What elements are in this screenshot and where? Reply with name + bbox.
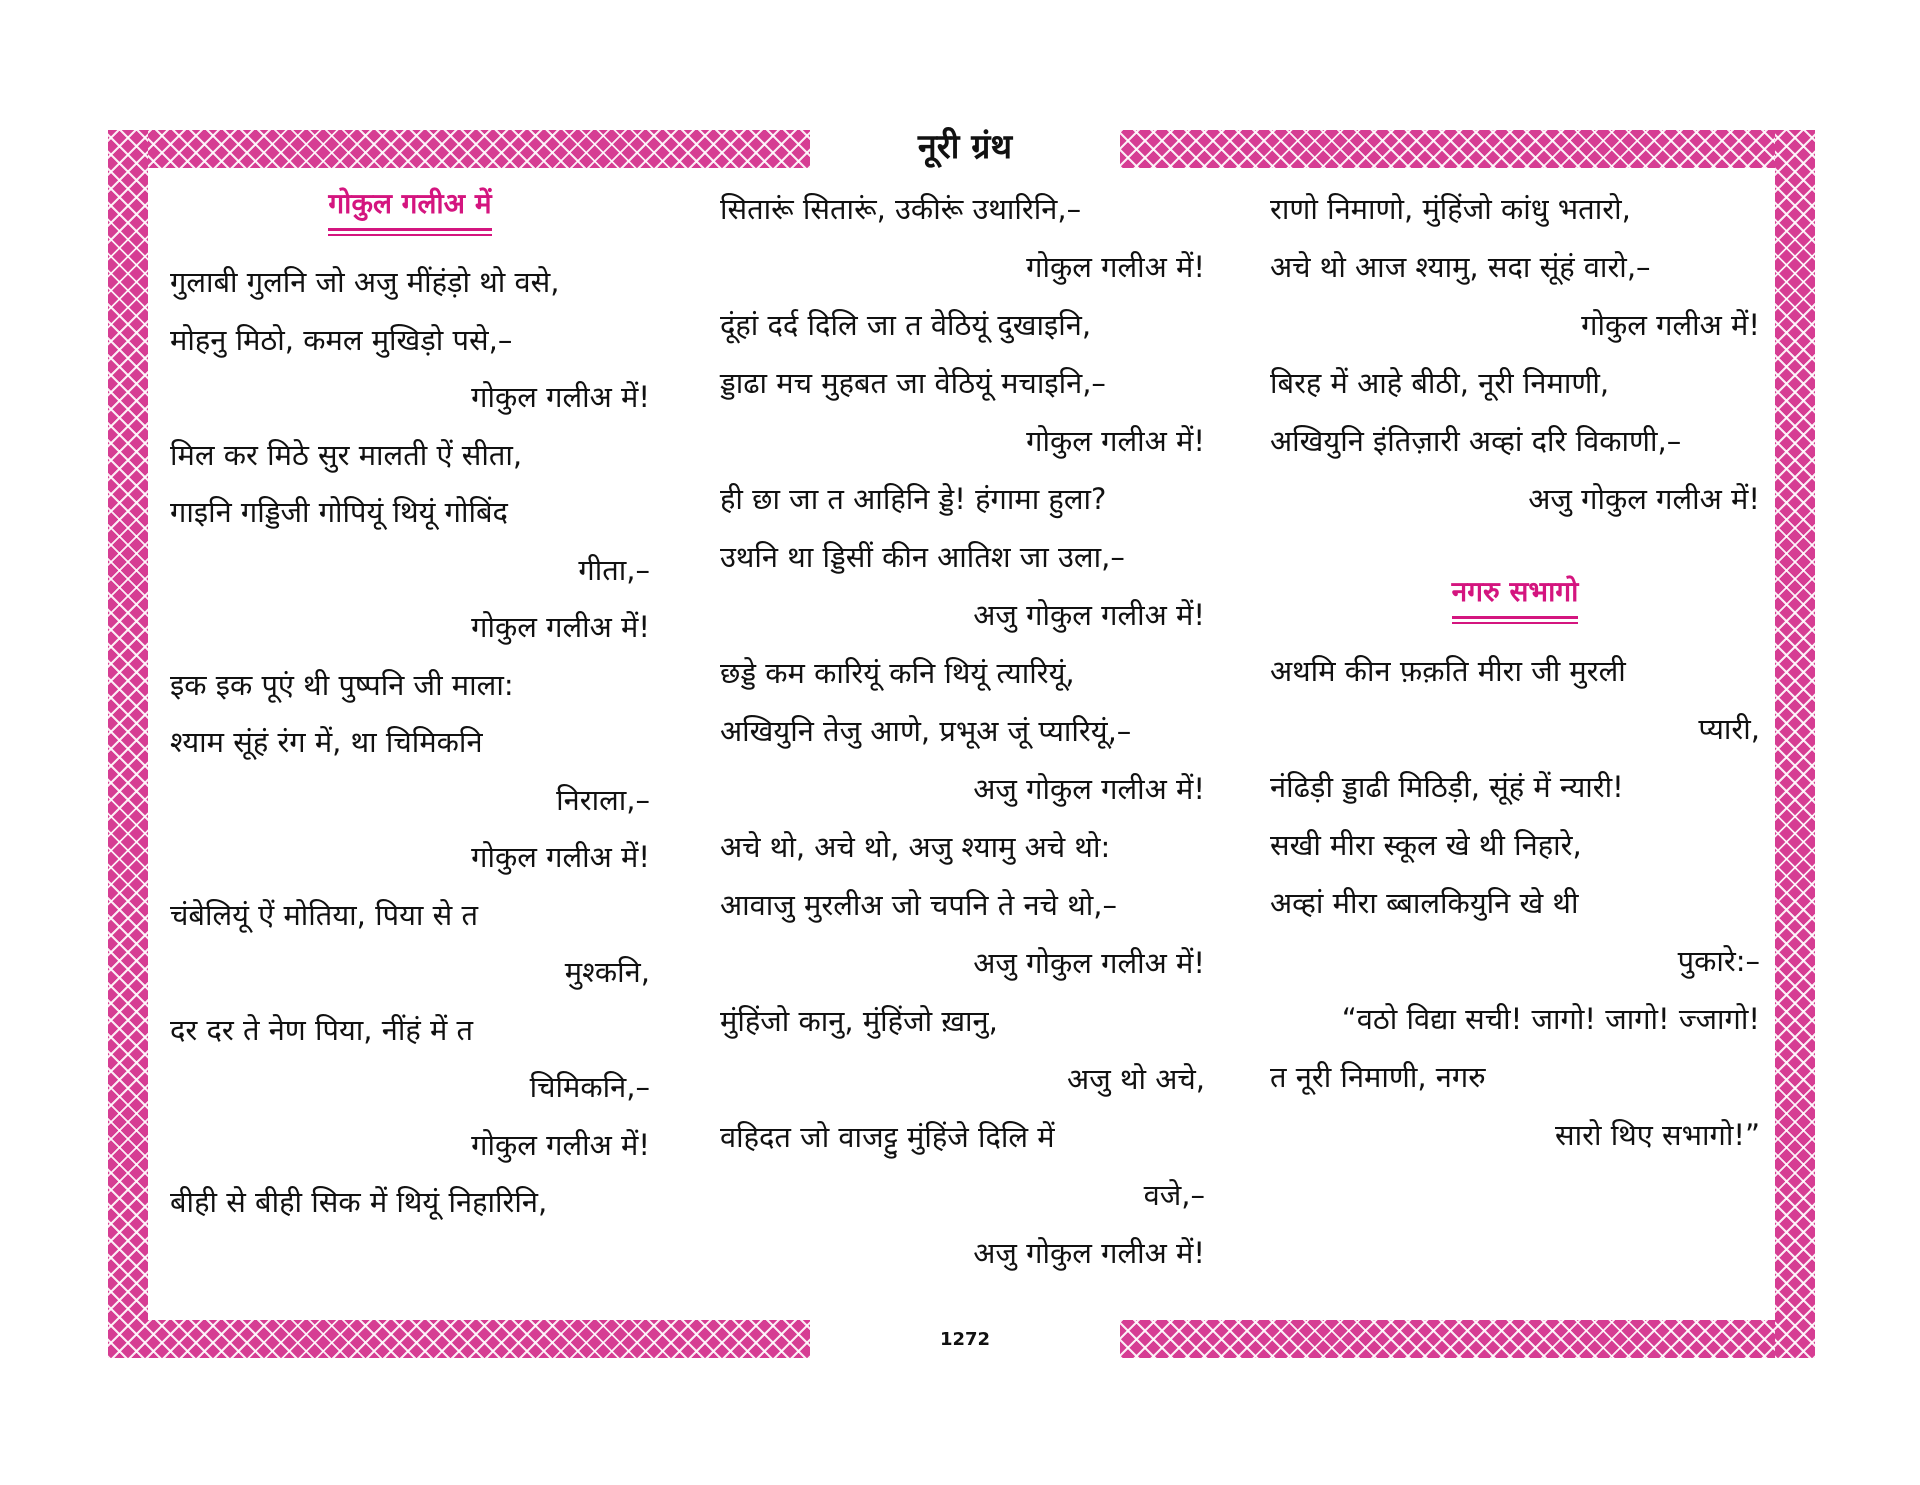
verse-line: चिमिकनि,–	[529, 1070, 650, 1104]
verse-line: अखियुनि तेजु आणे, प्रभूअ जूं प्यारियूं,–	[720, 714, 1132, 748]
verse-refrain: अजु गोकुल गलीअ में!	[973, 1236, 1205, 1270]
poem-heading-gokul: गोकुल गलीअ में	[170, 180, 650, 240]
verse-line: अचे थो, अचे थो, अजु श्यामु अचे थो:	[720, 830, 1111, 864]
page-title: नूरी ग्रंथ	[917, 127, 1013, 167]
verse-line: मुश्कनि,	[564, 955, 650, 989]
verse-line: आवाजु मुरलीअ जो चपनि ते नचे थो,–	[720, 888, 1117, 922]
verse-refrain: अजु गोकुल गलीअ में!	[973, 946, 1205, 980]
verse-line: पुकारे:–	[1677, 944, 1760, 978]
verse-line: मोहनु मिठो, कमल मुखिड़ो पसे,–	[170, 322, 513, 357]
verse-line: इक इक पूएं थी पुष्पनि जी माला:	[170, 667, 514, 702]
column-3	[1270, 180, 1760, 1164]
verse-line: गीता,–	[578, 552, 650, 587]
verse-line: उथनि था ड्डिसीं कीन आतिश जा उला,–	[720, 540, 1125, 574]
verse-line: वजे,–	[1143, 1178, 1205, 1212]
verse-refrain: गोकुल गलीअ में!	[1026, 250, 1205, 284]
verse-refrain: गोकुल गलीअ में!	[1581, 308, 1760, 342]
verse-refrain: गोकुल गलीअ में!	[471, 380, 650, 414]
verse-line: गाइनि गड्डिजी गोपियूं थियूं गोबिंद	[170, 495, 508, 529]
verse-refrain: अजु गोकुल गलीअ में!	[1528, 482, 1760, 516]
verse-line: राणो निमाणो, मुंहिंजो कांधु भतारो,	[1270, 192, 1631, 226]
verse-line: अथमि कीन फ़क़ति मीरा जी मुरली	[1270, 654, 1626, 688]
verse-line: गुलाबी गुलनि जो अजु मींहंड़ो थो वसे,	[170, 265, 560, 299]
border-bottom-left	[108, 1320, 810, 1358]
verse-refrain: गोकुल गलीअ में!	[471, 840, 650, 874]
verse-line: दूंहां दर्द दिलि जा त वेठियूं दुखाइनि,	[720, 308, 1092, 342]
verse-line: अखियुनि इंतिज़ारी अव्हां दरि विकाणी,–	[1270, 424, 1682, 458]
border-left	[108, 130, 148, 1358]
verse-line: छड्डे कम कारियूं कनि थियूं त्यारियूं,	[720, 656, 1075, 690]
verse-line: बीही से बीही सिक में थियूं निहारिनि,	[170, 1185, 548, 1219]
verse-line: निराला,–	[556, 782, 650, 817]
verse-line: श्याम सूंहं रंग में, था चिमिकनि	[170, 725, 483, 759]
verse-refrain: गोकुल गलीअ में!	[1026, 424, 1205, 458]
verse-line: त नूरी निमाणी, नगरु	[1270, 1060, 1486, 1094]
verse-line: अचे थो आज श्यामु, सदा सूंहं वारो,–	[1270, 250, 1651, 284]
verse-line: मुंहिंजो कानु, मुंहिंजो ख़ानु,	[720, 1004, 998, 1038]
poem-heading-nagaru: नगरु सभागो	[1270, 568, 1760, 628]
column-1	[170, 180, 650, 1232]
border-right	[1775, 130, 1815, 1358]
verse-line: सखी मीरा स्कूल खे थी निहारे,	[1270, 828, 1582, 862]
verse-line: ड्डाढा मच मुहबत जा वेठियूं मचाइनि,–	[720, 366, 1106, 400]
verse-line: अजु थो अचे,	[1067, 1062, 1205, 1096]
verse-refrain: गोकुल गलीअ में!	[471, 1127, 650, 1162]
verse-line: ही छा जा त आहिनि ड्डे! हंगामा हुला?	[720, 482, 1107, 516]
border-top-left	[108, 130, 810, 168]
page-number: 1272	[939, 1329, 991, 1350]
column-2	[720, 180, 1205, 1282]
border-top-right	[1120, 130, 1815, 168]
verse-line: चंबेलियूं ऐं मोतिया, पिया से त	[170, 897, 478, 932]
border-bottom-right	[1120, 1320, 1815, 1358]
verse-line: बिरह में आहे बीठी, नूरी निमाणी,	[1270, 366, 1610, 400]
verse-line: अव्हां मीरा ब्बालकियुनि खे थी	[1270, 886, 1579, 920]
verse-line: प्यारी,	[1698, 712, 1760, 746]
verse-line: नंढिड़ी ड्डाढी मिठिड़ी, सूंहं में न्यारी!	[1270, 770, 1624, 804]
verse-line: वहिदत जो वाजट्टु मुंहिंजे दिलि में	[720, 1120, 1055, 1154]
verse-line: दर दर ते नेण पिया, नींहं में त	[170, 1012, 474, 1047]
verse-line: सितारूं सितारूं, उकीरूं उथारिनि,–	[720, 192, 1082, 226]
verse-line: सारो थिए सभागो!”	[1555, 1118, 1760, 1152]
verse-refrain: अजु गोकुल गलीअ में!	[973, 772, 1205, 806]
verse-line: मिल कर मिठे सुर मालती ऐं सीता,	[170, 437, 523, 472]
verse-line: “वठो विद्या सची! जागो! जागो! ज्जागो!	[1341, 1002, 1760, 1036]
verse-refrain: गोकुल गलीअ में!	[471, 610, 650, 644]
verse-refrain: अजु गोकुल गलीअ में!	[973, 598, 1205, 632]
